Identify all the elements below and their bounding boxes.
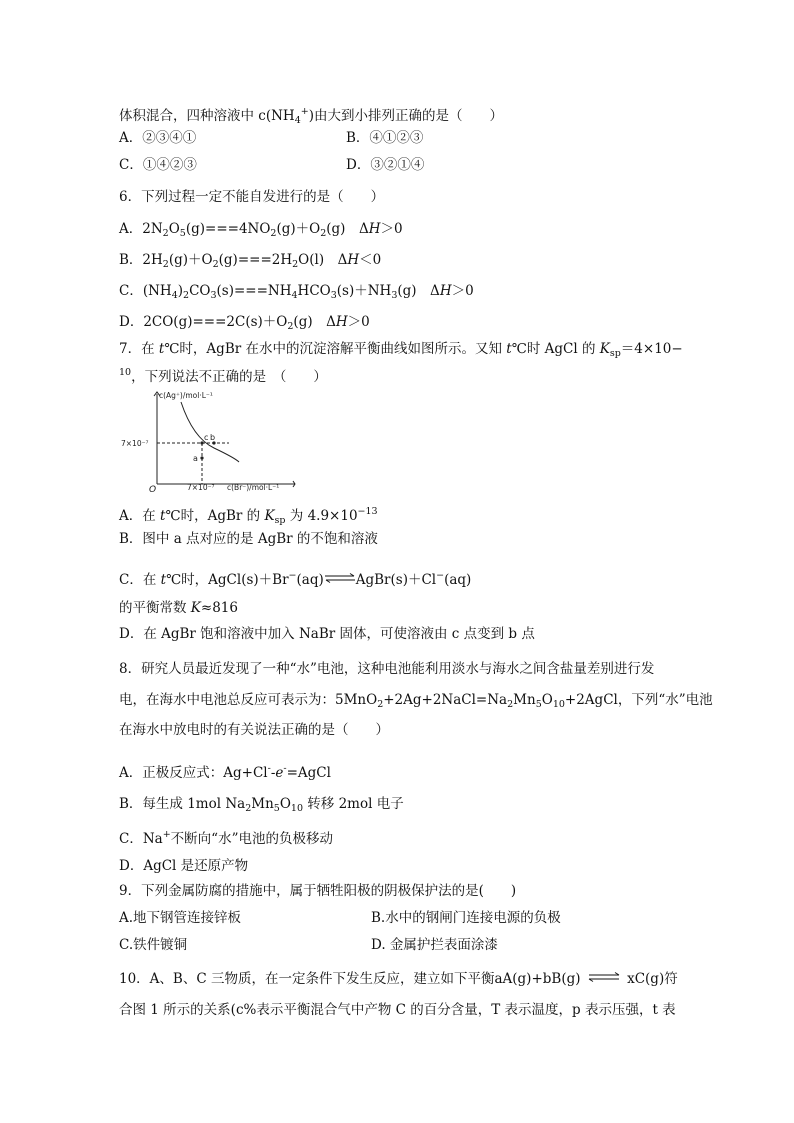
q7-stem-line2: $^{10}$，下列说法不正确的是 （ ） [119, 367, 327, 385]
q5-stem-end: 体积混合，四种溶液中 $c(NH_4^+)$由大到小排列正确的是（ ） [119, 106, 504, 126]
q9-option-a[interactable]: A.地下钢管连接锌板 [119, 910, 242, 926]
q8-stem-line1: 8．研究人员最近发现了一种“水”电池，这种电池能利用淡水与海水之间含盐量差别进行发 [119, 661, 655, 677]
q10-stem-line1 [119, 970, 678, 988]
graph-y-tick: 7×10⁻⁷ [121, 439, 149, 448]
equilibrium-arrow-icon [324, 573, 356, 583]
graph-y-label: c(Ag⁺)/mol·L⁻¹ [159, 391, 213, 400]
q9-option-c[interactable]: C.铁件镀铜 [119, 937, 188, 953]
q6-option-c[interactable]: C．$(NH_4)_2CO_3(s)===NH_4HCO_3(s)+NH_3(g)$ ΔH＞0 [119, 283, 474, 301]
q6-option-b[interactable]: B．$2H_2(g)+O_2(g)===2H_2O(l)$ ΔH＜0 [119, 252, 382, 270]
q9-stem: 9．下列金属防腐的措施中，属于牺牲阳极的阴极保护法的是( ) [119, 883, 517, 899]
q6-option-a[interactable]: A．$2N_2O_5(g)===4NO_2(g)+O_2(g)$ ΔH＞0 [119, 221, 403, 239]
q8-stem-line2: 电，在海水中电池总反应可表示为：$5MnO_2+2Ag+2NaCl=Na_2Mn_5O_{10}+2AgCl$，下列“水”电池 [119, 692, 713, 710]
q7-stem-line1: 7．在 t℃时，AgBr 在水中的沉淀溶解平衡曲线如图所示。又知 t℃时 AgCl 的 $K_{sp}=4\times 10-$ [119, 341, 683, 359]
q5-option-c[interactable]: C．①④②③ [119, 157, 197, 173]
q10-stem-line2: 合图 1 所示的关系(c%表示平衡混合气中产物 C 的百分含量，T 表示温度，p 表示压强，t 表 [119, 1002, 676, 1018]
graph-x-tick: 7×10⁻⁷ [187, 483, 215, 492]
q8-option-a[interactable]: A．正极反应式：Ag+Cl--e-=AgCl [119, 763, 331, 781]
graph-origin: O [149, 485, 157, 495]
q5-option-a[interactable]: A．②③④① [119, 130, 197, 146]
q8-option-c[interactable]: C．Na+不断向“水”电池的负极移动 [119, 829, 333, 847]
q6-stem: 6．下列过程一定不能自发进行的是（ ） [119, 189, 385, 205]
q10-stem-post: xC(g)符 [627, 971, 678, 987]
graph-label-b: b [210, 433, 216, 442]
graph-label-c: c [204, 433, 209, 442]
equilibrium-arrow-icon [585, 972, 623, 982]
q6-option-d[interactable]: D．$2CO(g)===2C(s)+O_2(g)$ ΔH＞0 [119, 314, 370, 332]
point-a [200, 456, 203, 459]
graph-label-a: a [193, 454, 198, 463]
q10-stem-pre: 10．A、B、C 三物质，在一定条件下发生反应，建立如下平衡aA(g)+bB(g) [119, 971, 581, 987]
q7-option-c-line2: 的平衡常数 K≈816 [119, 600, 238, 616]
q7-solubility-graph [119, 388, 299, 496]
q8-stem-line3: 在海水中放电时的有关说法正确的是（ ） [119, 722, 389, 738]
q7-option-d[interactable]: D．在 AgBr 饱和溶液中加入 NaBr 固体，可使溶液由 c 点变到 b 点 [119, 626, 535, 642]
q7-option-b[interactable]: B．图中 a 点对应的是 AgBr 的不饱和溶液 [119, 531, 378, 547]
q5-option-d[interactable]: D．③②①④ [346, 157, 425, 173]
q7-option-a[interactable]: A．在 t℃时，AgBr 的 $K_{sp}$ 为 $4.9\times 10^{-13}$ [119, 506, 378, 526]
solubility-curve [181, 402, 239, 462]
q5-option-b[interactable]: B．④①②③ [346, 130, 424, 146]
q7-option-c[interactable]: C．在 t℃时，AgCl(s)＋Br−(aq) AgBr(s)＋Cl−(aq) [119, 570, 472, 588]
graph-x-label: c(Br⁻)/mol·L⁻¹ [227, 483, 280, 492]
q9-option-b[interactable]: B.水中的钢闸门连接电源的负极 [371, 910, 561, 926]
q9-option-d[interactable]: D. 金属护拦表面涂漆 [371, 937, 498, 953]
q8-option-d[interactable]: D．AgCl 是还原产物 [119, 858, 249, 874]
q8-option-b[interactable]: B．每生成 1mol $Na_2Mn_5O_{10}$ 转移 2mol 电子 [119, 796, 404, 814]
